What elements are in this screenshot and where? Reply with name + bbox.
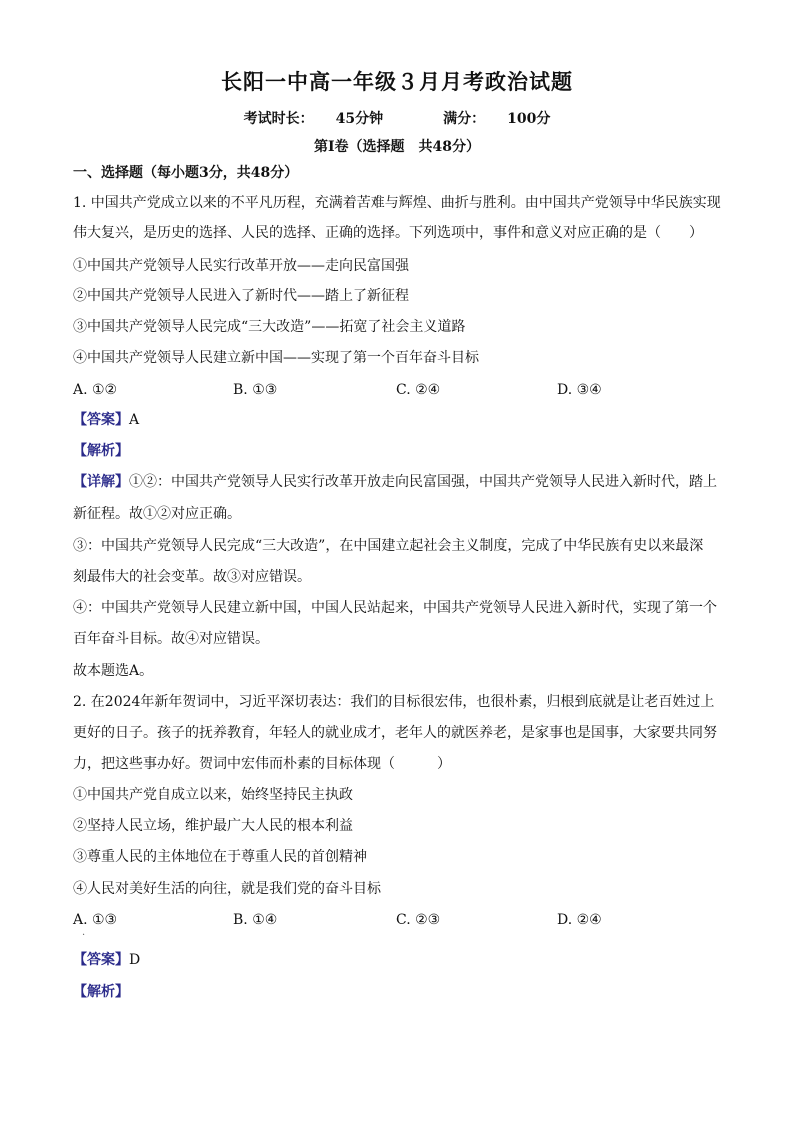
q1-option-c: C. ②④ [396,382,441,398]
q1-option-b: B. ①③ [233,382,278,398]
q1-detail-line: 新征程。故①②对应正确。 [73,506,241,522]
exam-title: 长阳一中高一年级３月月考政治试题 [221,69,573,94]
analysis-tag: 【解析】 [73,443,129,459]
q2-answer: D [129,952,141,968]
q1-detail-line: ①②：中国共产党领导人民实行改革开放走向民富国强，中国共产党领导人民进入新时代，踏上 [129,474,717,490]
q2-item: ③尊重人民的主体地位在于尊重人民的首创精神 [73,849,367,865]
q1-answer-row [73,410,139,430]
q2-stem-line: 更好的日子。孩子的抚养教育，年轻人的就业成才，老年人的就医养老，是家事也是国事，大家要共同努 [73,725,717,741]
q2-option-b: B. ①④ [233,912,278,928]
detail-tag: 【详解】 [73,474,129,490]
q1-item: ①中国共产党领导人民实行改革开放——走向民富国强 [73,258,409,274]
q2-option-d: D. ②④ [557,912,602,928]
q1-item: ③中国共产党领导人民完成“三大改造”——拓宽了社会主义道路 [73,319,466,335]
q2-option-c: C. ②③ [396,912,441,928]
q1-detail-row [73,472,717,492]
q1-detail-line: ③：中国共产党领导人民完成“三大改造”，在中国建立起社会主义制度，完成了中华民族有史以来最深 [73,538,704,554]
exam-meta [0,108,794,128]
analysis-tag: 【解析】 [73,984,129,1000]
q1-item: ④中国共产党领导人民建立新中国——实现了第一个百年奋斗目标 [73,350,479,366]
volume-title: 第Ⅰ卷（选择题 共48分） [313,139,481,155]
q1-stem-line: 伟大复兴，是历史的选择、人民的选择、正确的选择。下列选项中，事件和意义对应正确的是（ ） [73,225,703,241]
section-heading: 一、选择题（每小题3分，共48分） [73,165,299,181]
duration-label: 考试时长： [243,111,314,127]
q1-detail-line: 百年奋斗目标。故④对应错误。 [73,631,269,647]
q1-conclusion: 故本题选A。 [73,663,154,679]
q1-answer: A [129,412,140,428]
q1-analysis-row [73,441,129,461]
q1-detail-line: 刻最伟大的社会变革。故③对应错误。 [73,569,311,585]
stray-dot: · [82,930,86,941]
q1-stem-line: 1. 中国共产党成立以来的不平凡历程，充满着苦难与辉煌、曲折与胜利。由中国共产党领导中华民族实现 [73,195,721,211]
q2-answer-row [73,950,140,970]
score-value: 100分 [507,111,551,127]
q2-item: ④人民对美好生活的向往，就是我们党的奋斗目标 [73,881,381,897]
q1-option-a: A. ①② [73,382,118,398]
duration-value: 45分钟 [335,111,384,127]
q2-stem-line: 力，把这些事办好。贺词中宏伟而朴素的目标体现（ ） [73,756,451,772]
q2-analysis-row [73,982,129,1002]
answer-tag: 【答案】 [73,412,129,428]
q2-stem-line: 2. 在2024年新年贺词中，习近平深切表达：我们的目标很宏伟，也很朴素，归根到底就是让老百姓过上 [73,694,715,710]
score-label: 满分： [443,111,486,127]
q1-detail-line: ④：中国共产党领导人民建立新中国，中国人民站起来，中国共产党领导人民进入新时代，实现了第一个 [73,600,717,616]
q2-option-a: A. ①③ [73,912,118,928]
q1-item: ②中国共产党领导人民进入了新时代——踏上了新征程 [73,288,409,304]
q2-item: ①中国共产党自成立以来，始终坚持民主执政 [73,787,353,803]
answer-tag: 【答案】 [73,952,129,968]
q2-item: ②坚持人民立场，维护最广大人民的根本利益 [73,818,353,834]
q1-option-d: D. ③④ [557,382,602,398]
